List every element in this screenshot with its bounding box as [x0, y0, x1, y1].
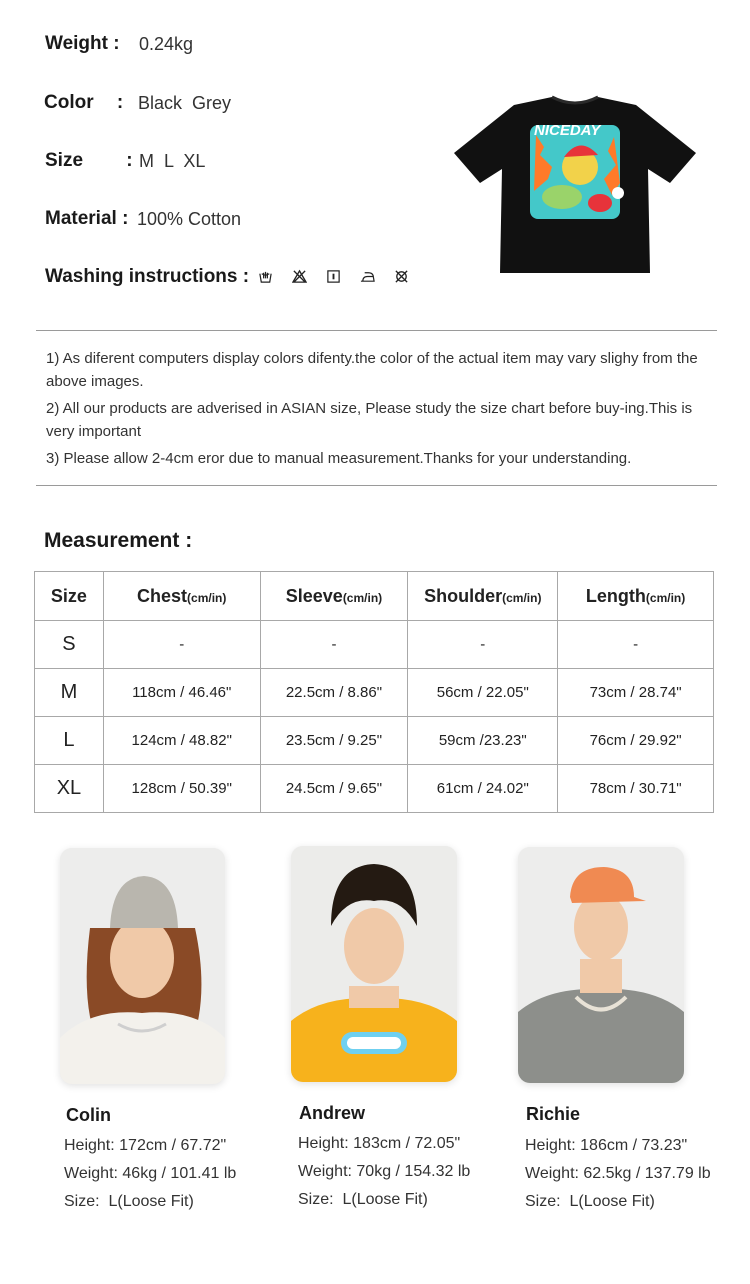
table-header-row	[35, 572, 714, 621]
table-cell: S	[35, 621, 104, 669]
model-weight-andrew: Weight: 70kg / 154.32 lb	[298, 1163, 471, 1180]
table-cell: 59cm /23.23"	[408, 717, 558, 765]
model-name-richie: Richie	[526, 1104, 581, 1124]
color-label: Color :	[44, 92, 124, 113]
iron-low-icon	[360, 269, 375, 284]
table-cell: -	[558, 621, 714, 669]
hand-wash-icon	[258, 269, 273, 284]
note-2: 2) All our products are adverised in ASIAN size, Please study the size chart before buy-ing.This is very important	[46, 400, 693, 440]
measurement-title: Measurement :	[44, 529, 193, 552]
no-bleach-icon	[292, 269, 307, 284]
header-shoulder: Shoulder(cm/in)	[408, 572, 558, 621]
table-cell: 78cm / 30.71"	[558, 765, 714, 813]
divider-bottom	[36, 485, 717, 486]
header-size: Size	[35, 572, 104, 621]
table-cell: 124cm / 48.82"	[103, 717, 260, 765]
table-cell: -	[260, 621, 408, 669]
washing-icons	[258, 269, 409, 284]
product-image	[452, 95, 698, 277]
no-dry-clean-icon	[394, 269, 409, 284]
model-photo-andrew	[291, 846, 457, 1082]
table-row	[35, 621, 714, 669]
table-cell: XL	[35, 765, 104, 813]
model-weight-colin: Weight: 46kg / 101.41 lb	[64, 1165, 237, 1182]
model-height-colin: Height: 172cm / 67.72"	[64, 1137, 227, 1154]
size-label: Size :	[45, 150, 133, 171]
tumble-dry-icon	[326, 269, 341, 284]
table-row	[35, 669, 714, 717]
size-value: M L XL	[139, 151, 206, 171]
header-sleeve: Sleeve(cm/in)	[260, 572, 408, 621]
model-photo-richie	[518, 847, 684, 1083]
product-print-text: NICEDAY	[534, 122, 601, 139]
model-height-andrew: Height: 183cm / 72.05"	[298, 1135, 461, 1152]
model-name-andrew: Andrew	[299, 1103, 366, 1123]
table-cell: M	[35, 669, 104, 717]
header-chest: Chest(cm/in)	[103, 572, 260, 621]
table-row	[35, 765, 714, 813]
material-label: Material :	[45, 208, 129, 229]
table-cell: L	[35, 717, 104, 765]
note-1: 1) As diferent computers display colors difenty.the color of the actual item may vary slighy from the above images.	[46, 350, 698, 390]
material-value: 100% Cotton	[137, 209, 242, 229]
model-name-colin: Colin	[66, 1105, 111, 1125]
weight-label: Weight :	[45, 33, 120, 54]
model-height-richie: Height: 186cm / 73.23"	[525, 1137, 688, 1154]
table-cell: 56cm / 22.05"	[408, 669, 558, 717]
table-cell: 22.5cm / 8.86"	[260, 669, 408, 717]
table-cell: 24.5cm / 9.65"	[260, 765, 408, 813]
table-cell: 23.5cm / 9.25"	[260, 717, 408, 765]
measurement-table	[34, 571, 714, 813]
model-size-richie: Size: L(Loose Fit)	[525, 1193, 655, 1210]
table-cell: 128cm / 50.39"	[103, 765, 260, 813]
model-size-colin: Size: L(Loose Fit)	[64, 1193, 194, 1210]
model-size-andrew: Size: L(Loose Fit)	[298, 1191, 428, 1208]
model-weight-richie: Weight: 62.5kg / 137.79 lb	[525, 1165, 711, 1182]
table-cell: 61cm / 24.02"	[408, 765, 558, 813]
table-cell: 73cm / 28.74"	[558, 669, 714, 717]
note-3: 3) Please allow 2-4cm eror due to manual measurement.Thanks for your understanding.	[46, 450, 632, 467]
weight-value: 0.24kg	[139, 34, 194, 54]
table-cell: 118cm / 46.46"	[103, 669, 260, 717]
divider-top	[36, 330, 717, 331]
table-cell: -	[103, 621, 260, 669]
washing-label: Washing instructions :	[45, 266, 250, 287]
model-photo-colin	[60, 848, 225, 1084]
table-cell: 76cm / 29.92"	[558, 717, 714, 765]
color-value: Black Grey	[138, 93, 232, 113]
table-cell: -	[408, 621, 558, 669]
table-row	[35, 717, 714, 765]
header-length: Length(cm/in)	[558, 572, 714, 621]
